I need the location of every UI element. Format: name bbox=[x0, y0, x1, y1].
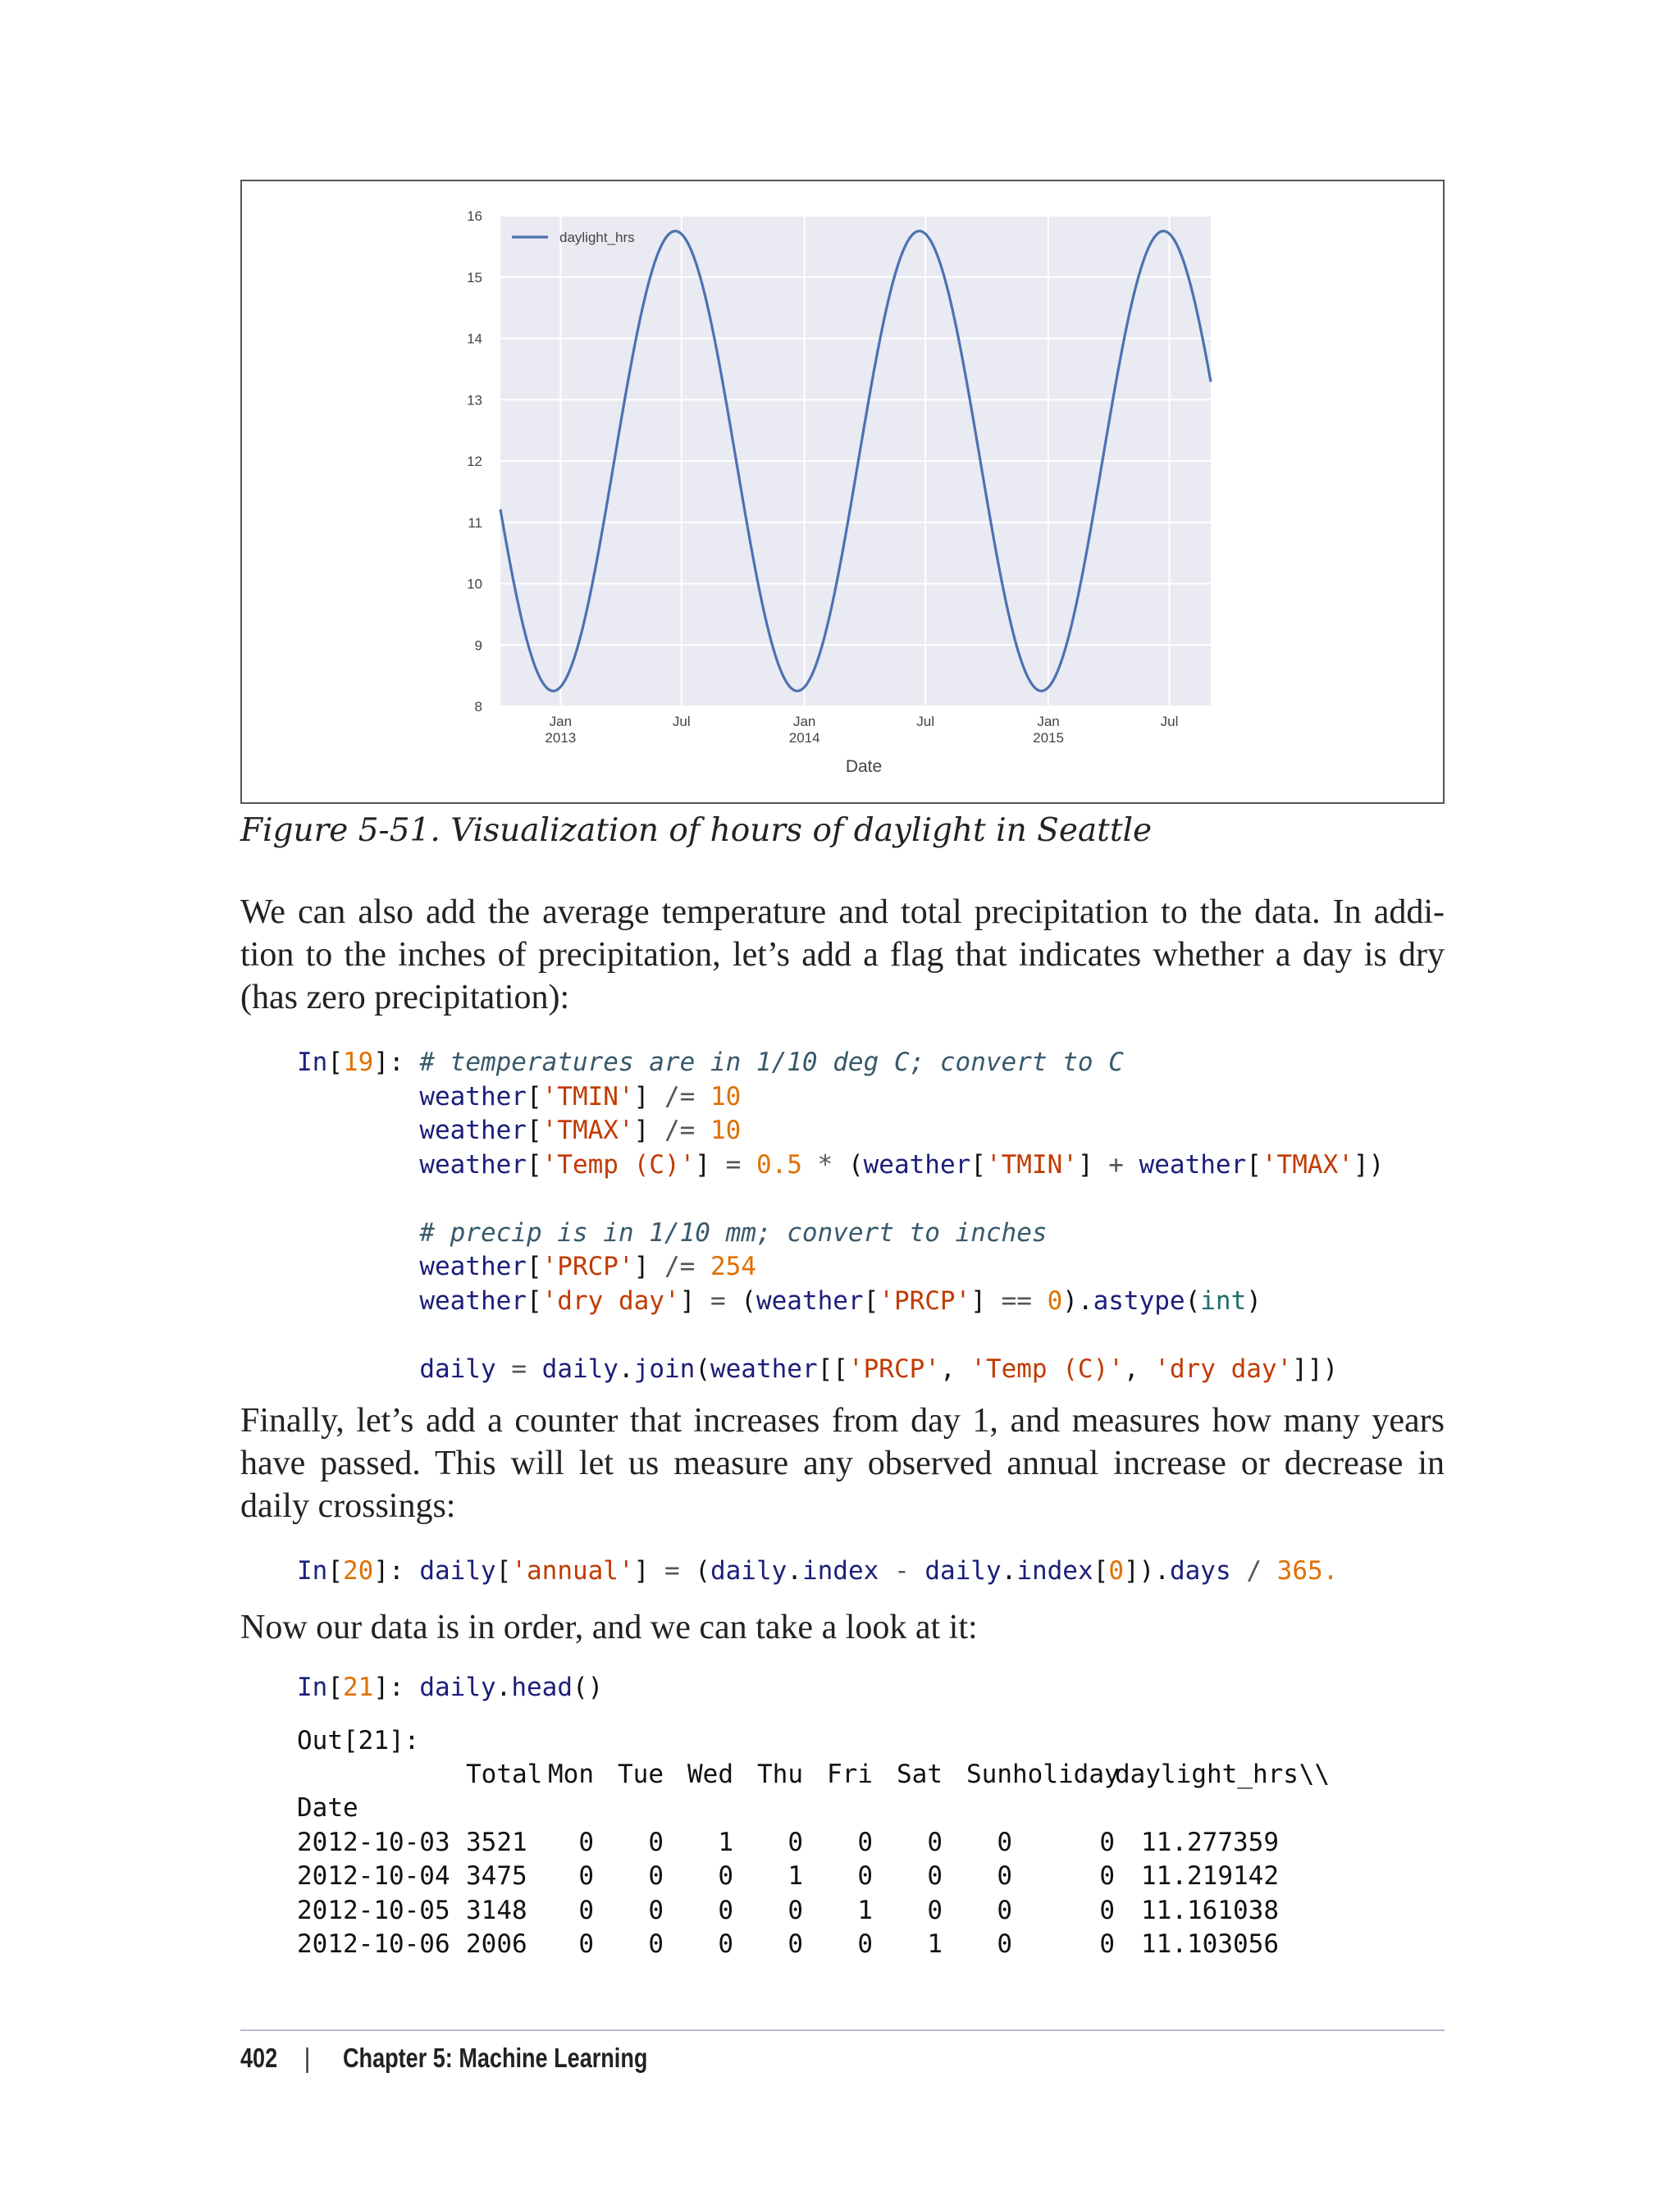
table-cell: 2006 bbox=[466, 1929, 527, 1960]
daylight-chart bbox=[242, 181, 1443, 802]
table-cell: 3521 bbox=[466, 1827, 527, 1857]
table-cell: 0 bbox=[788, 1895, 803, 1925]
empty-cell bbox=[466, 1792, 524, 1826]
column-header: holiday bbox=[1012, 1759, 1120, 1789]
output-label: Out[21]: bbox=[297, 1726, 420, 1755]
table-cell: 0 bbox=[718, 1861, 733, 1892]
x-tick-label: Jan bbox=[549, 714, 573, 729]
column-header: Total bbox=[466, 1759, 543, 1789]
paragraph-line: daily crossings: bbox=[240, 1487, 456, 1525]
empty-cell bbox=[943, 1792, 1012, 1826]
table-cell: 0 bbox=[857, 1827, 873, 1857]
table-cell: 1 bbox=[788, 1861, 803, 1892]
table-cell: 0 bbox=[578, 1895, 594, 1925]
paragraph-2 bbox=[240, 1399, 1445, 1527]
dataframe-table bbox=[297, 1757, 1330, 1961]
x-tick-label: Jul bbox=[1160, 714, 1179, 729]
y-tick-label: 13 bbox=[467, 392, 482, 409]
prompt-number: 19 bbox=[343, 1048, 374, 1077]
empty-cell bbox=[1279, 1860, 1330, 1894]
table-cell: 11.219142 bbox=[1141, 1861, 1279, 1892]
figure-frame bbox=[240, 180, 1445, 804]
table-cell: 11.277359 bbox=[1141, 1827, 1279, 1857]
x-tick-label: Jan bbox=[792, 714, 816, 729]
empty-cell bbox=[873, 1792, 943, 1826]
empty-cell bbox=[1012, 1792, 1115, 1826]
x-tick-year-label: 2015 bbox=[1033, 730, 1064, 746]
empty-cell bbox=[803, 1792, 873, 1826]
column-header: \\ bbox=[1299, 1759, 1330, 1789]
column-header: daylight_hrs bbox=[1115, 1759, 1299, 1789]
table-cell: 0 bbox=[1099, 1861, 1115, 1892]
empty-cell bbox=[1115, 1792, 1279, 1826]
y-tick-label: 11 bbox=[468, 514, 482, 531]
row-index-date: 2012-10-06 bbox=[297, 1929, 450, 1960]
column-header: Tue bbox=[618, 1759, 664, 1789]
table-cell: 0 bbox=[857, 1861, 873, 1892]
y-tick-label: 15 bbox=[467, 269, 482, 285]
y-tick-label: 8 bbox=[474, 699, 482, 714]
empty-cell bbox=[1279, 1792, 1330, 1826]
x-tick-year-label: 2013 bbox=[545, 730, 577, 746]
table-cell: 11.103056 bbox=[1141, 1929, 1279, 1960]
table-cell: 0 bbox=[578, 1861, 594, 1892]
table-cell: 0 bbox=[997, 1827, 1012, 1857]
column-header: Sat bbox=[897, 1759, 943, 1789]
table-cell: 0 bbox=[718, 1929, 733, 1960]
table-row bbox=[297, 1928, 1330, 1962]
paragraph-1 bbox=[240, 891, 1445, 1019]
table-cell: 1 bbox=[927, 1929, 943, 1960]
x-tick-year-label: 2014 bbox=[788, 730, 820, 746]
paragraph-line: tion to the inches of precipitation, let’s add a flag that indicates whether a day is dry bbox=[240, 936, 1445, 974]
empty-cell bbox=[733, 1792, 803, 1826]
index-name-row bbox=[297, 1792, 1330, 1826]
table-cell: 0 bbox=[927, 1861, 943, 1892]
figure-caption: Figure 5-51. Visualization of hours of daylight in Seattle bbox=[240, 812, 1153, 849]
row-index-date: 2012-10-04 bbox=[297, 1861, 450, 1892]
row-index-date: 2012-10-05 bbox=[297, 1895, 450, 1925]
column-header: Wed bbox=[687, 1759, 733, 1789]
empty-cell bbox=[1279, 1825, 1330, 1860]
empty-cell bbox=[1279, 1893, 1330, 1928]
index-name: Date bbox=[297, 1793, 358, 1824]
table-cell: 0 bbox=[578, 1929, 594, 1960]
table-cell: 3475 bbox=[466, 1861, 527, 1892]
table-cell: 0 bbox=[648, 1929, 664, 1960]
dataframe-output bbox=[297, 1757, 1330, 1961]
prompt-keyword: In bbox=[297, 1556, 328, 1586]
prompt-number: 20 bbox=[343, 1556, 374, 1586]
paragraph-line: Finally, let’s add a counter that increases from day 1, and measures how many years bbox=[240, 1402, 1445, 1440]
prompt-keyword: In bbox=[297, 1673, 328, 1702]
y-tick-label: 10 bbox=[467, 576, 482, 592]
code-comment: # precip is in 1/10 mm; convert to inches bbox=[419, 1217, 1048, 1248]
footer-rule bbox=[240, 2029, 1445, 2031]
table-cell: 0 bbox=[997, 1895, 1012, 1925]
table-cell: 0 bbox=[1099, 1827, 1115, 1857]
table-cell: 3148 bbox=[466, 1895, 527, 1925]
footer-separator: | bbox=[304, 2043, 311, 2073]
header-index-cell bbox=[297, 1757, 466, 1792]
table-cell: 0 bbox=[927, 1827, 943, 1857]
y-tick-label: 9 bbox=[474, 637, 482, 654]
x-tick-label: Jan bbox=[1037, 714, 1060, 729]
row-index-date: 2012-10-03 bbox=[297, 1827, 450, 1857]
code-cell-in21: In[21]: daily.head() bbox=[297, 1673, 604, 1702]
code-cell-in20: In[20]: daily['annual'] = (daily.index - daily.index[0]).days / 365. bbox=[297, 1556, 1339, 1586]
table-cell: 0 bbox=[648, 1827, 664, 1857]
table-cell: 0 bbox=[788, 1827, 803, 1857]
table-cell: 0 bbox=[997, 1861, 1012, 1892]
y-tick-label: 16 bbox=[467, 208, 482, 224]
table-cell: 0 bbox=[648, 1861, 664, 1892]
x-tick-label: Jul bbox=[916, 714, 935, 729]
table-cell: 0 bbox=[788, 1929, 803, 1960]
table-cell: 0 bbox=[578, 1827, 594, 1857]
empty-cell bbox=[594, 1792, 664, 1826]
code-cell-in19: In[19]: # temperatures are in 1/10 deg C; convert to C weather['TMIN'] /= 10 weather['TMAX'] /= 10 weather['Temp (C)'] = 0.5 * (weather['TMIN'] + weather['TMAX']) # precip is in 1/10 mm; convert to inches weather['PRCP'] /= 254 weather['dry day'] = (weather['PRCP'] == 0).astype(int) daily = daily.join(weather[['PRCP', 'Temp (C)', 'dry day']]) bbox=[297, 1048, 1385, 1384]
column-header: Thu bbox=[757, 1759, 803, 1789]
table-cell: 1 bbox=[718, 1827, 733, 1857]
table-cell: 0 bbox=[857, 1929, 873, 1960]
y-tick-label: 12 bbox=[467, 454, 482, 469]
empty-cell bbox=[524, 1792, 594, 1826]
paragraph-line: We can also add the average temperature and total precipitation to the data. In addi- bbox=[240, 893, 1445, 931]
page-number: 402 bbox=[240, 2043, 278, 2073]
table-row bbox=[297, 1893, 1330, 1928]
column-header: Sun bbox=[966, 1759, 1012, 1789]
table-cell: 0 bbox=[927, 1895, 943, 1925]
table-cell: 0 bbox=[718, 1895, 733, 1925]
table-row bbox=[297, 1860, 1330, 1894]
chapter-title: Chapter 5: Machine Learning bbox=[343, 2043, 648, 2073]
paragraph-line: have passed. This will let us measure any observed annual increase or decrease in bbox=[240, 1445, 1445, 1482]
table-cell: 1 bbox=[857, 1895, 873, 1925]
table-cell: 0 bbox=[1099, 1929, 1115, 1960]
prompt-keyword: In bbox=[297, 1048, 328, 1077]
table-cell: 0 bbox=[997, 1929, 1012, 1960]
paragraph-line: Now our data is in order, and we can take a look at it: bbox=[240, 1609, 978, 1646]
table-row bbox=[297, 1825, 1330, 1860]
table-header-row bbox=[297, 1757, 1330, 1792]
x-axis-label: Date bbox=[845, 757, 883, 776]
y-tick-label: 14 bbox=[467, 331, 482, 347]
code-comment: # temperatures are in 1/10 deg C; convert to C bbox=[419, 1048, 1124, 1077]
table-cell: 11.161038 bbox=[1141, 1895, 1279, 1925]
empty-cell bbox=[664, 1792, 733, 1826]
legend-label: daylight_hrs bbox=[559, 230, 635, 245]
paragraph-line: (has zero precipitation): bbox=[240, 979, 570, 1016]
x-tick-label: Jul bbox=[672, 714, 691, 729]
empty-cell bbox=[1279, 1928, 1330, 1962]
column-header: Mon bbox=[548, 1759, 594, 1789]
prompt-number: 21 bbox=[343, 1673, 374, 1702]
column-header: Fri bbox=[827, 1759, 873, 1789]
table-cell: 0 bbox=[648, 1895, 664, 1925]
paragraph-3 bbox=[240, 1606, 1445, 1649]
table-cell: 0 bbox=[1099, 1895, 1115, 1925]
